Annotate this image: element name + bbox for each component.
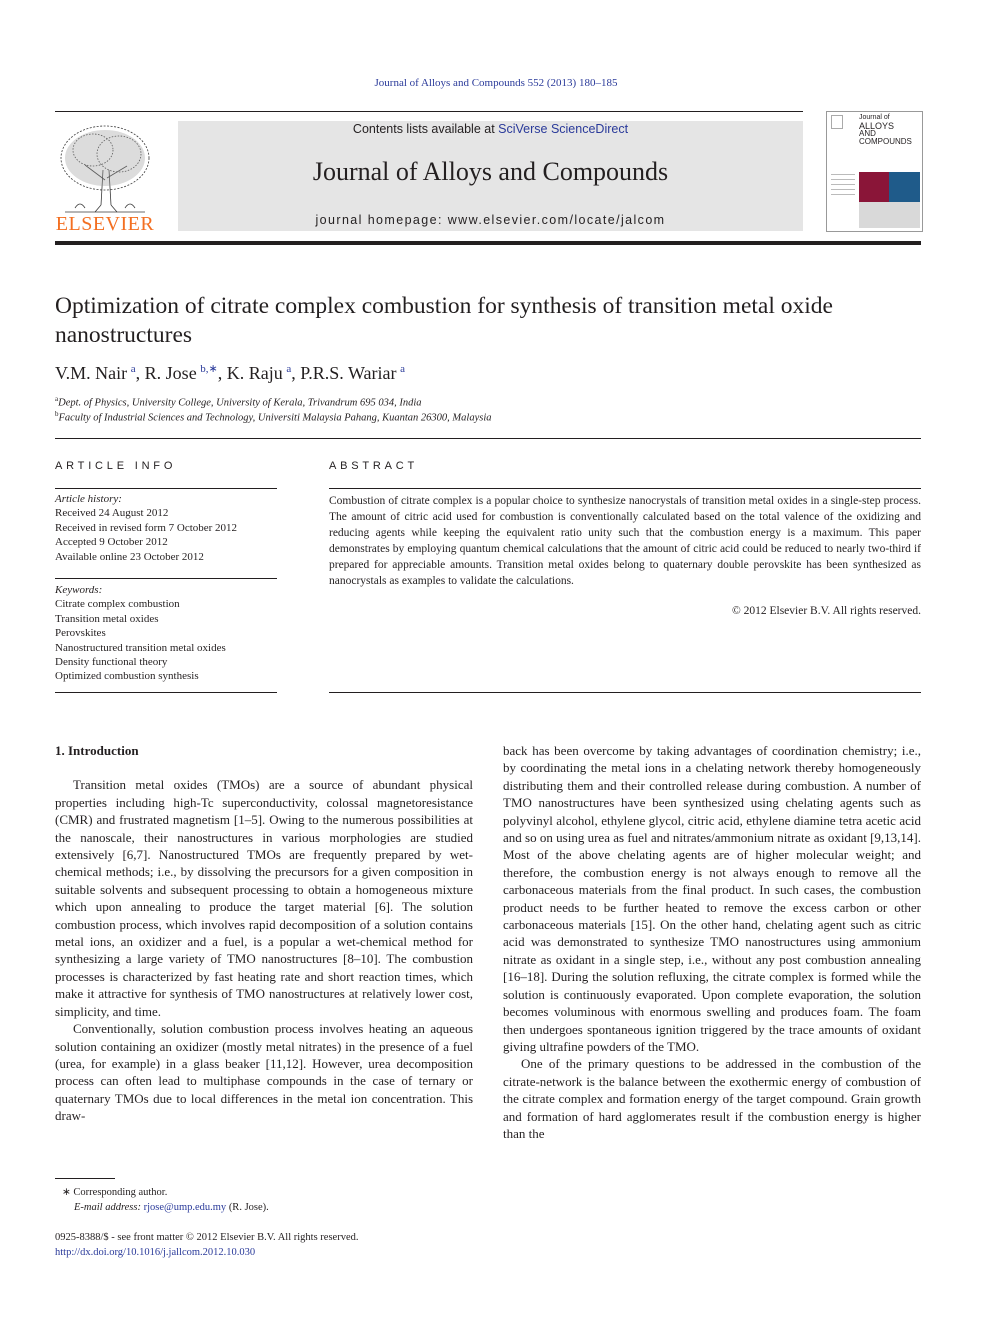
cover-journal-label [859, 114, 919, 146]
elsevier-wordmark: ELSEVIER [55, 213, 155, 235]
homepage-link[interactable]: www.elsevier.com/locate/jalcom [447, 213, 666, 227]
article-history [55, 492, 277, 564]
history-item: Received 24 August 2012 [55, 507, 169, 520]
abstract-rule [329, 692, 921, 693]
keyword: Citrate complex combustion [55, 598, 180, 611]
body-left-column [55, 742, 473, 1125]
cover-logo-icon [831, 115, 843, 129]
affiliation: $^a$Dept. of Physics, University College, University of Kerala, Trivandrum 695 034, India [55, 395, 422, 409]
doi-link[interactable]: http://dx.doi.org/10.1016/j.jallcom.2012.10.030 [55, 1247, 256, 1258]
journal-title: Journal of Alloys and Compounds [312, 157, 669, 186]
body-right-column [503, 742, 921, 1142]
body-paragraph: Transition metal oxides (TMOs) are a source of abundant physical properties including high-Tc superconductivity, colossal magnetoresistance (CMR) and frustrated magnetism [1–5]. Owing to the numerous possibilities at the nanoscale, their nanostructures in various morphologies are studied extensively [6,7]. Nanostructured TMOs are frequently prepared by wet-chemical methods; i.e., by dissolving the precursors for a given composition in suitable solvents and subsequent processing to obtain a homogeneous mixture which upon annealing to produce the target material [6]. The solution combustion process, which involves rapid decomposition of a solution contains metal ions, an oxidizer and a fuel, is a popular a wet-chemical method for synthesizing a large variety of TMO nanostructures [8–10]. The combustion processes is characterized by fast heating rate and short reaction times, which make it attractive for synthesis of TMO nanostructures at relatively lower cost, simplicity, and time. [55, 777, 473, 1019]
article-info-heading: ARTICLE INFO [55, 460, 177, 472]
journal-citation[interactable]: Journal of Alloys and Compounds 552 (2013) 180–185 [374, 77, 618, 89]
cover-line-2: ALLOYS [859, 121, 895, 131]
author[interactable]: V.M. Nair $^a$ [55, 363, 136, 383]
cover-color-block-blue [889, 172, 920, 202]
abstract-copyright: © 2012 Elsevier B.V. All rights reserved. [732, 605, 921, 617]
section-heading: 1. Introduction [55, 743, 139, 758]
keywords-label: Keywords: [55, 584, 103, 596]
author-list: V.M. Nair $^a$, R. Jose $^{b,∗}$, K. Raju $^a$, P.R.S. Wariar $^a$ [55, 363, 405, 383]
history-item: Received in revised form 7 October 2012 [55, 521, 238, 534]
info-rule [55, 692, 277, 693]
keyword: Density functional theory [55, 656, 168, 669]
history-item: Accepted 9 October 2012 [55, 536, 168, 549]
article-title: Optimization of citrate complex combustion for synthesis of transition metal oxide nanostructures [55, 293, 833, 348]
keywords [55, 583, 277, 684]
body-paragraph: Conventionally, solution combustion process involves heating an aqueous solution containing an oxidizer (mostly metal nitrates) in the presence of a fuel (urea, for example) in a glass beaker [11,12]. However, urea decomposition process can often lead to multiphase compounds in the case of ternary or quaternary TMOs due to local differences in the metal ion concentration. This draw- [55, 1021, 473, 1124]
cover-line-1: Journal of [859, 114, 890, 121]
keyword: Nanostructured transition metal oxides [55, 641, 226, 654]
keyword: Optimized combustion synthesis [55, 670, 199, 683]
history-label: Article history: [55, 493, 122, 505]
author[interactable]: P.R.S. Wariar $^a$ [300, 363, 405, 383]
corresponding-author-note: ∗ Corresponding author. E-mail address: rjose@ump.edu.my (R. Jose). [62, 1187, 269, 1213]
front-matter-note [55, 1230, 555, 1260]
cover-color-block-red [859, 172, 889, 202]
keyword: Perovskites [55, 627, 106, 640]
info-rule [55, 488, 277, 489]
elsevier-logo[interactable] [55, 120, 155, 235]
body-paragraph: back has been overcome by taking advantages of coordination chemistry; i.e., by coordinating the metal ions in a chelating network thereby homogeneously distributing them and their controlled release during combustion. A number of TMO nanostructures have been synthesized using chelating agents such as polyvinyl alcohol, ethylene glycol, citric acid, ethylene diamine tetra acetic acid and so on using urea as fuel and nitrates/ammonium nitrate as oxidant [9,13,14]. Most of the above chelating agents are of higher molecular weight; and therefore, the combustion energy is not always enough to remove all the carbonaceous materials from the final product. In such cases, the combustion product needs to be further heated to remove the excess carbon or other carbonaceous materials [15]. On the other hand, chelating agent such as citric acid was demonstrated to synthesize TMO nanostructures using ammonium nitrate as oxidant in a single step, i.e., without any post combustion annealing [16–18]. During the solution refluxing, the citrate complex is formed while the solution is continuously evaporated. Upon complete evaporation, the solution becomes voluminous with enormous swelling and produces foam. The foam then undergoes spontaneous ignition triggered by the trace amounts of oxidant giving ultrafine powders of the TMO. [503, 743, 921, 1054]
header-rule [55, 111, 803, 112]
info-rule [55, 578, 277, 579]
homepage-prefix: journal homepage: [315, 213, 448, 227]
abstract-rule [329, 488, 921, 489]
affiliation: $^b$Faculty of Industrial Sciences and Technology, Universiti Malaysia Pahang, Kuantan 26300, Malaysia [55, 410, 492, 424]
abstract-text: Combustion of citrate complex is a popular choice to synthesize nanocrystals of transition metal oxides in a single-step process. The amount of citric acid used for combustion is conventionally calculated based on the total valence of the oxidizing and reducing agents while keeping the equivalent ratio unity such that the combustion energy is a maximum. This paper demonstrates by employing quantum chemical calculations that the amount of citric acid could be reduced to nearly two-third if prepared for appreciable amounts. Transition metal oxides belong to quaternary double perovskite has been synthesized as nanocrystals as examples to validate the calculations. [329, 495, 921, 587]
abstract-heading: ABSTRACT [329, 460, 419, 472]
journal-cover-thumbnail[interactable] [826, 111, 923, 232]
section-rule [55, 438, 921, 439]
header-thick-rule [55, 241, 921, 245]
cover-line-3: AND COMPOUNDS [859, 129, 912, 146]
journal-homepage [178, 213, 803, 227]
cover-color-block-grey [859, 202, 920, 228]
keyword: Transition metal oxides [55, 612, 159, 625]
author[interactable]: R. Jose $^{b,∗}$ [144, 363, 218, 383]
author[interactable]: K. Raju $^a$ [226, 363, 292, 383]
contents-line [178, 121, 803, 138]
email-suffix: (R. Jose). [226, 1202, 269, 1213]
footnote-rule [55, 1178, 115, 1179]
history-item: Available online 23 October 2012 [55, 550, 204, 563]
email-label: E-mail address: [74, 1202, 144, 1213]
sciencedirect-link[interactable]: SciVerse ScienceDirect [498, 122, 629, 136]
body-paragraph: One of the primary questions to be addressed in the combustion of the citrate-network is the balance between the exothermic energy of combustion of the citrate complex and formation energy of the target compound. Grain growth and formation of hard agglomerates result if the combustion energy is higher than the [503, 1056, 921, 1141]
email-link[interactable]: rjose@ump.edu.my [143, 1202, 227, 1213]
issn-line: 0925-8388/$ - see front matter © 2012 Elsevier B.V. All rights reserved. [55, 1232, 359, 1243]
contents-prefix: Contents lists available at [352, 122, 499, 136]
cover-toc-lines [831, 170, 855, 210]
